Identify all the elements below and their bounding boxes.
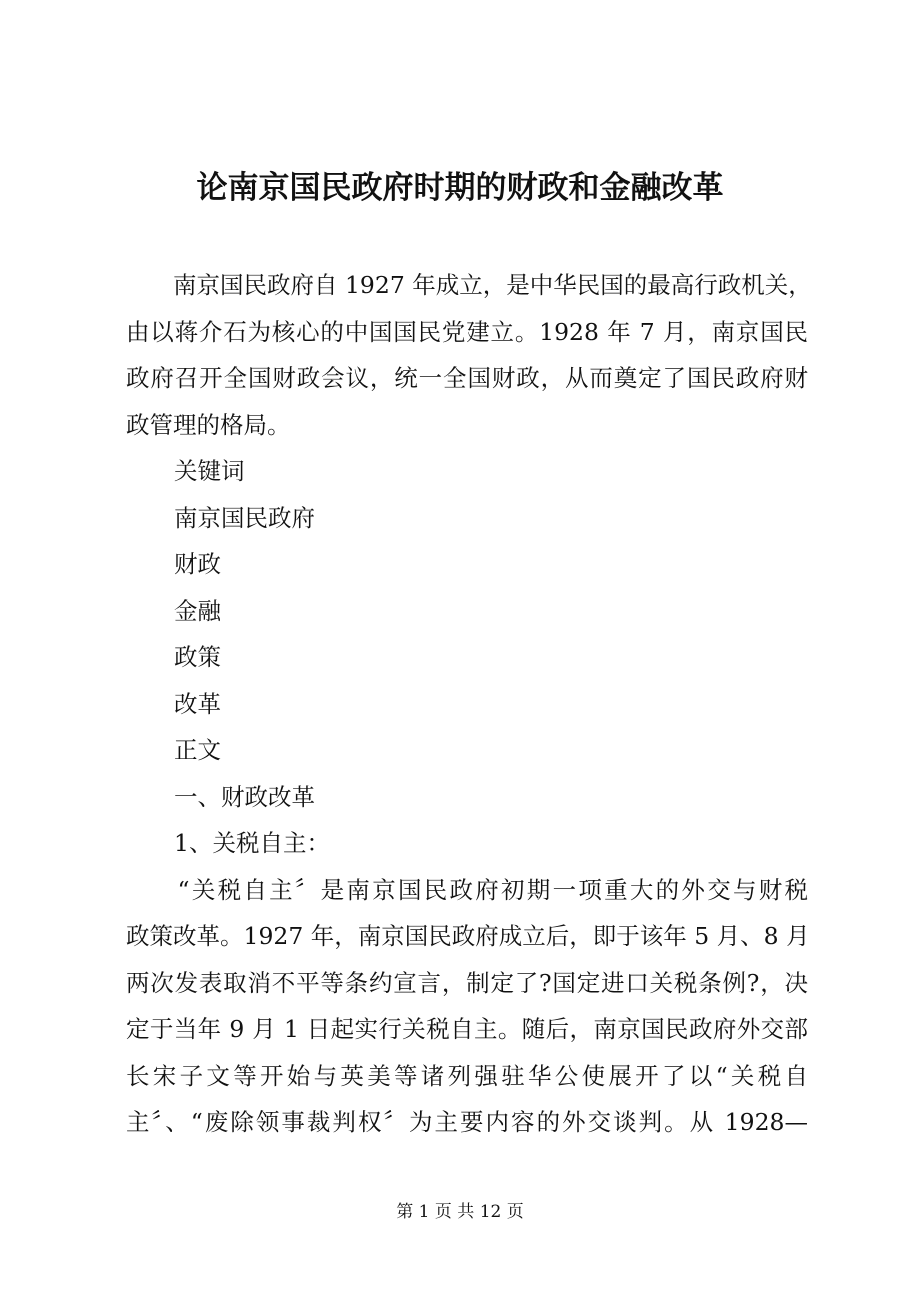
- paragraph-line: “关税自主〞是南京国民政府初期一项重大的外交与财税: [126, 875, 808, 904]
- body-heading: 正文: [174, 736, 221, 764]
- keyword-item: 金融: [174, 596, 221, 625]
- paragraph-line: 政管理的格局。: [126, 410, 291, 439]
- paragraph-line: 政府召开全国财政会议，统一全国财政，从而奠定了国民政府财: [126, 364, 808, 392]
- keyword-item: 财政: [174, 550, 221, 578]
- keywords-heading: 关键词: [174, 457, 245, 485]
- section-heading: 一、财政改革: [174, 782, 315, 811]
- paragraph-line: 定于当年 9 月 1 日起实行关税自主。随后，南京国民政府外交部: [126, 1015, 808, 1043]
- paragraph-line: 两次发表取消不平等条约宣言，制定了?国定进口关税条例?，决: [126, 968, 808, 997]
- paragraph-line: 主〞、“废除领事裁判权〞为主要内容的外交谈判。从 1928—: [126, 1108, 808, 1136]
- paragraph-line: 长宋子文等开始与英美等诸列强驻华公使展开了以“关税自: [126, 1061, 808, 1090]
- paragraph-line: 南京国民政府自 1927 年成立，是中华民国的最高行政机关，: [126, 271, 812, 299]
- keyword-item: 改革: [174, 689, 221, 718]
- document-title: 论南京国民政府时期的财政和金融改革: [196, 170, 724, 206]
- paragraph-line: 由以蒋介石为核心的中国国民党建立。1928 年 7 月，南京国民: [126, 317, 808, 346]
- page-number: 第 1 页 共 12 页: [396, 1202, 524, 1222]
- keyword-item: 南京国民政府: [174, 503, 315, 532]
- subsection-heading: 1、关税自主：: [174, 829, 330, 857]
- keyword-item: 政策: [174, 643, 221, 671]
- paragraph-line: 政策改革。1927 年，南京国民政府成立后，即于该年 5 月、8 月: [126, 922, 810, 950]
- document-body: [126, 262, 812, 1146]
